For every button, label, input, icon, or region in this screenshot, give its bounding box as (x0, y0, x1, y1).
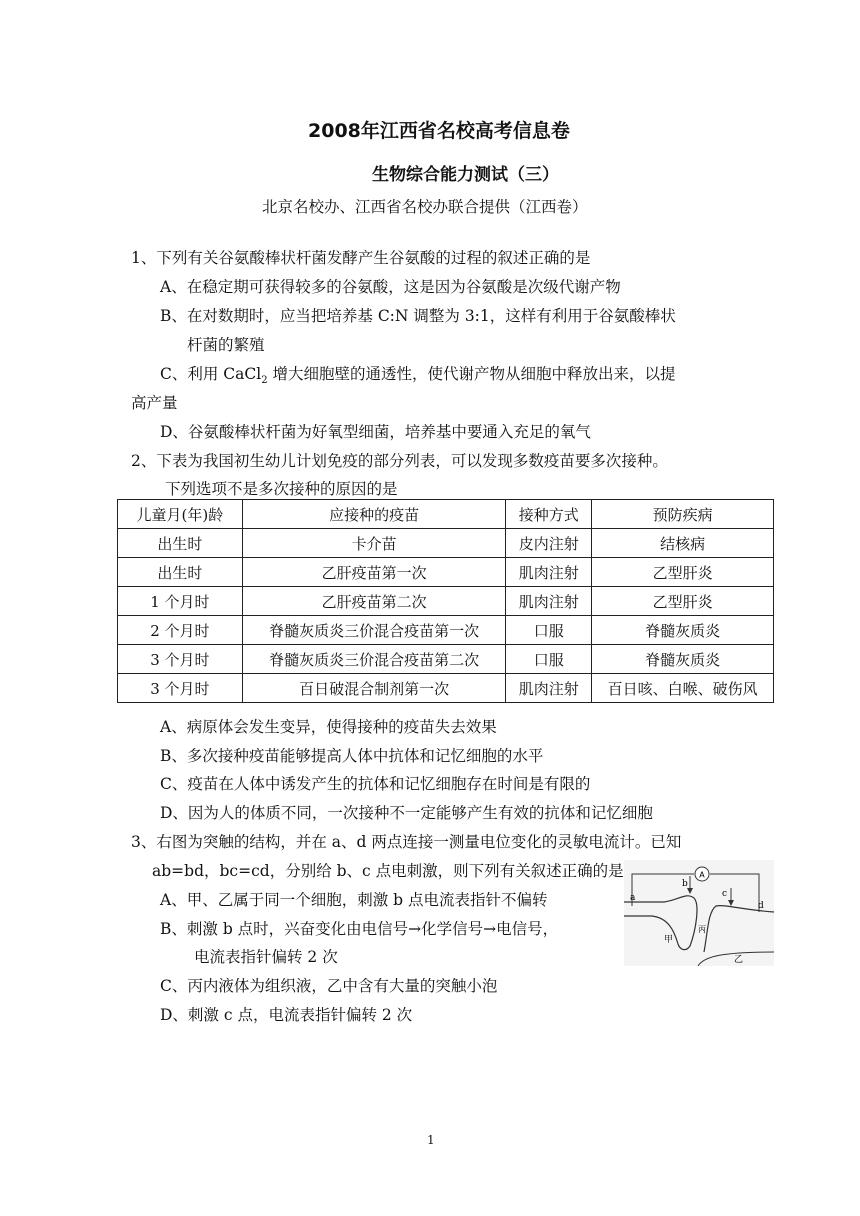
point-c-label: c (722, 889, 728, 899)
point-d-label: d (758, 901, 764, 911)
q1-option-c-line2: 高产量 (131, 394, 178, 412)
q3-option-d: D、刺激 c 点，电流表指针偏转 2 次 (160, 1006, 413, 1024)
table-cell: 3 个月时 (118, 674, 243, 703)
q1-option-c-line1 (160, 362, 676, 386)
table-cell: 乙型肝炎 (592, 558, 774, 587)
q1-option-b-line2: 杆菌的繁殖 (187, 336, 265, 354)
table-cell: 皮内注射 (506, 529, 592, 558)
q1-option-c-prefix: C、利用 CaCl (160, 365, 262, 383)
table-cell: 3 个月时 (118, 645, 243, 674)
q1-option-a: A、在稳定期可获得较多的谷氨酸，这是因为谷氨酸是次级代谢产物 (160, 278, 621, 296)
table-header-cell: 预防疾病 (592, 500, 774, 529)
table-cell: 口服 (506, 616, 592, 645)
q1-option-c-subscript: 2 (261, 375, 268, 387)
table-cell: 乙肝疫苗第二次 (242, 587, 506, 616)
table-row (118, 587, 774, 616)
table-header-row (118, 500, 774, 529)
q2-stem-line1: 2、下表为我国初生幼儿计划免疫的部分列表，可以发现多数疫苗要多次接种。 (131, 452, 668, 470)
table-cell: 脊髓灰质炎 (592, 645, 774, 674)
q3-stem-line1: 3、右图为突触的结构，并在 a、d 两点连接一测量电位变化的灵敏电流计。已知 (131, 833, 682, 851)
page-title: 2008年江西省名校高考信息卷 (308, 120, 570, 142)
table-cell: 百日破混合制剂第一次 (242, 674, 506, 703)
q2-option-a: A、病原体会发生变异，使得接种的疫苗失去效果 (160, 718, 497, 736)
table-header-cell: 应接种的疫苗 (242, 500, 506, 529)
table-cell: 出生时 (118, 529, 243, 558)
q1-option-c-suffix: 增大细胞壁的通透性，使代谢产物从细胞中释放出来，以提 (267, 365, 676, 383)
cell-jia-label: 甲 (664, 935, 674, 945)
q1-option-d: D、谷氨酸棒状杆菌为好氧型细菌，培养基中要通入充足的氧气 (160, 423, 591, 441)
q2-option-c: C、疫苗在人体中诱发产生的抗体和记忆细胞存在时间是有限的 (160, 775, 591, 793)
point-b-label: b (682, 879, 688, 889)
table-row (118, 674, 774, 703)
table-row (118, 529, 774, 558)
table-cell: 出生时 (118, 558, 243, 587)
table-cell: 口服 (506, 645, 592, 674)
table-cell: 结核病 (592, 529, 774, 558)
table-cell: 肌肉注射 (506, 674, 592, 703)
table-row (118, 616, 774, 645)
q3-option-c: C、丙内液体为组织液，乙中含有大量的突触小泡 (160, 977, 498, 995)
page-number: 1 (427, 1133, 435, 1147)
q3-option-b-line1: B、刺激 b 点时，兴奋变化由电信号→化学信号→电信号， (160, 920, 559, 938)
table-row (118, 558, 774, 587)
q2-option-b: B、多次接种疫苗能够提高人体中抗体和记忆细胞的水平 (160, 747, 544, 765)
table-cell: 乙肝疫苗第一次 (242, 558, 506, 587)
provider-line: 北京名校办、江西省名校办联合提供（江西卷） (262, 198, 588, 216)
q1-option-b-line1: B、在对数期时，应当把培养基 C:N 调整为 3:1，这样有利用于谷氨酸棒状 (160, 307, 676, 325)
table-cell: 2 个月时 (118, 616, 243, 645)
table-cell: 脊髓灰质炎三价混合疫苗第一次 (242, 616, 506, 645)
q2-stem-line2: 下列选项不是多次接种的原因的是 (165, 480, 398, 498)
q3-option-a: A、甲、乙属于同一个细胞，刺激 b 点电流表指针不偏转 (160, 891, 548, 909)
table-cell: 肌肉注射 (506, 558, 592, 587)
q3-stem-line2: ab=bd，bc=cd，分别给 b、c 点电刺激，则下列有关叙述正确的是 (152, 862, 624, 880)
table-cell: 乙型肝炎 (592, 587, 774, 616)
table-cell: 1 个月时 (118, 587, 243, 616)
table-header-cell: 接种方式 (506, 500, 592, 529)
table-cell: 卡介苗 (242, 529, 506, 558)
q2-option-d: D、因为人的体质不同，一次接种不一定能够产生有效的抗体和记忆细胞 (160, 804, 653, 822)
cell-bing-label: 丙 (698, 925, 706, 934)
q3-option-b-line2: 电流表指针偏转 2 次 (194, 948, 338, 966)
point-a-label: a (630, 893, 636, 903)
cell-yi-label: 乙 (734, 955, 744, 965)
page-subtitle: 生物综合能力测试（三） (372, 165, 559, 185)
table-header-cell: 儿童月(年)龄 (118, 500, 243, 529)
synapse-diagram (624, 860, 774, 966)
table-cell: 百日咳、白喉、破伤风 (592, 674, 774, 703)
table-cell: 脊髓灰质炎三价混合疫苗第二次 (242, 645, 506, 674)
galvanometer-label: A (699, 870, 705, 880)
table-cell: 脊髓灰质炎 (592, 616, 774, 645)
immunization-table (117, 499, 774, 703)
table-cell: 肌肉注射 (506, 587, 592, 616)
table-row (118, 645, 774, 674)
q1-stem: 1、下列有关谷氨酸棒状杆菌发酵产生谷氨酸的过程的叙述正确的是 (131, 249, 591, 267)
